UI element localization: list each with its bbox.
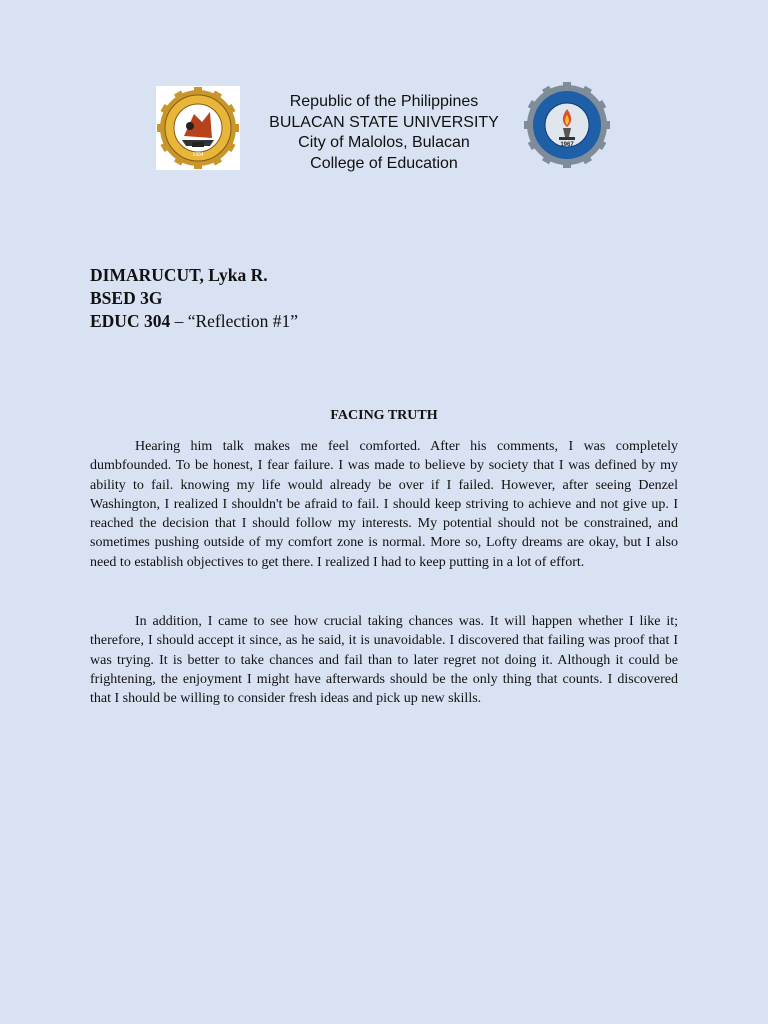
svg-text:1904: 1904 xyxy=(192,152,204,158)
assignment-title: “Reflection #1” xyxy=(187,311,299,331)
course-code: EDUC 304 xyxy=(90,311,171,331)
essay-title: FACING TRUTH xyxy=(330,408,438,423)
heading-line-college: College of Education xyxy=(310,154,458,172)
course-separator: – xyxy=(170,311,188,331)
essay-paragraph: Hearing him talk makes me feel comforted. After his comments, I was completely dumbfounded. To be honest, I fear failure. I was made to believe by society that I was defined by my ability to fail. knowing my life would already be over if I failed. However, after seeing Denzel Washington, I realized I shouldn't be afraid to fail. I should keep striving to achieve and not give up. I reached the decision that I should follow my interests. My potential should not be constrained, and sometimes pushing outside of my comfort zone is normal. More so, Lofty dreams are okay, but I also need to establish objectives to get there. I realized I had to keep putting in a lot of effort. xyxy=(90,439,678,570)
heading-line-republic: Republic of the Philippines xyxy=(289,93,479,110)
student-name: DIMARUCUT, Lyka R. xyxy=(90,265,268,285)
bulacan-state-university-seal-icon xyxy=(156,86,240,170)
essay-paragraph: In addition, I came to see how crucial taking chances was. It will happen whether I like it; therefore, I should accept it since, as he said, it is unavoidable. I discovered that failing was proof that I was trying. It is better to take chances and fail than to later regret not doing it. Although it could be frightening, the enjoyment I might have afterwards should be the only thing that counts. I discovered that I should be willing to consider fresh ideas and pick up new skills. xyxy=(90,614,678,707)
student-section: BSED 3G xyxy=(90,288,163,308)
college-of-education-seal-icon xyxy=(524,82,610,168)
heading-line-university: BULACAN STATE UNIVERSITY xyxy=(269,113,499,131)
svg-text:1967: 1967 xyxy=(560,142,574,148)
course-line xyxy=(90,310,298,333)
letterhead xyxy=(0,82,768,174)
heading-line-city: City of Malolos, Bulacan xyxy=(298,134,470,151)
student-info xyxy=(90,264,298,333)
university-heading xyxy=(244,92,524,174)
